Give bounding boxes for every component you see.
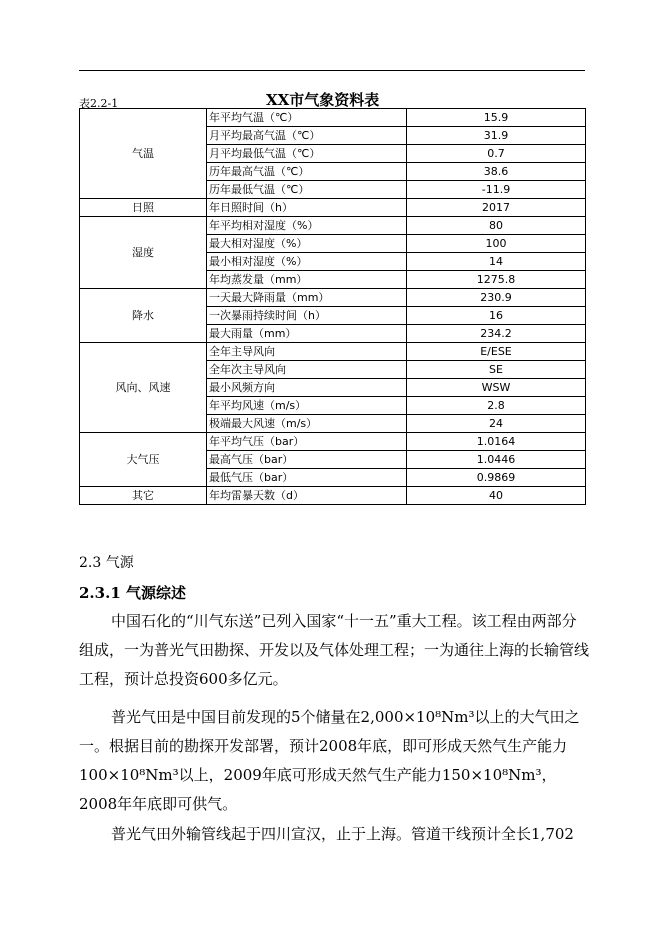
value-cell: 1.0446 (407, 451, 586, 469)
table-row (80, 199, 586, 217)
item-cell: 年平均风速（m/s） (207, 397, 407, 415)
category-cell: 气温 (80, 109, 207, 199)
table-label: 表2.2-1 (79, 97, 119, 110)
value-cell: 230.9 (407, 289, 586, 307)
category-cell: 日照 (80, 199, 207, 217)
value-cell: E/ESE (407, 343, 586, 361)
value-cell: 15.9 (407, 109, 586, 127)
item-cell: 最大雨量（mm） (207, 325, 407, 343)
item-cell: 年平均气温（℃） (207, 109, 407, 127)
item-cell: 最低气压（bar） (207, 469, 407, 487)
value-cell: 0.9869 (407, 469, 586, 487)
item-cell: 最小风频方向 (207, 379, 407, 397)
value-cell: 1.0164 (407, 433, 586, 451)
value-cell: 31.9 (407, 127, 586, 145)
category-cell: 风向、风速 (80, 343, 207, 433)
item-cell: 全年次主导风向 (207, 361, 407, 379)
item-cell: 一次暴雨持续时间（h） (207, 307, 407, 325)
paragraph-1-text: 中国石化的“川气东送”已列入国家“十一五”重大工程。该工程由两部分组成，一为普光气田勘探、开发以及气体处理工程；一为通往上海的长输管线工程，预计总投资600多亿元。 (79, 612, 590, 688)
subsection-heading: 2.3.1 气源综述 (79, 584, 186, 602)
value-cell: SE (407, 361, 586, 379)
paragraph-3 (79, 820, 591, 849)
value-cell: 16 (407, 307, 586, 325)
item-cell: 年均蒸发量（mm） (207, 271, 407, 289)
value-cell: 80 (407, 217, 586, 235)
value-cell: 0.7 (407, 145, 586, 163)
category-cell: 湿度 (80, 217, 207, 289)
value-cell: 38.6 (407, 163, 586, 181)
category-cell: 其它 (80, 487, 207, 505)
table-row (80, 109, 586, 127)
value-cell: 2.8 (407, 397, 586, 415)
paragraph-1 (79, 607, 591, 694)
item-cell: 年平均相对湿度（%） (207, 217, 407, 235)
value-cell: WSW (407, 379, 586, 397)
item-cell: 一天最大降雨量（mm） (207, 289, 407, 307)
paragraph-2 (79, 703, 591, 819)
climate-table (79, 108, 586, 505)
category-cell: 大气压 (80, 433, 207, 487)
item-cell: 最高气压（bar） (207, 451, 407, 469)
item-cell: 最大相对湿度（%） (207, 235, 407, 253)
table-row (80, 289, 586, 307)
paragraph-3-text: 普光气田外输管线起于四川宣汉，止于上海。管道干线预计全长1,702 (111, 825, 574, 843)
table-title: XX市气象资料表 (266, 91, 380, 109)
item-cell: 年日照时间（h） (207, 199, 407, 217)
section-heading: 2.3 气源 (79, 555, 134, 571)
value-cell: -11.9 (407, 181, 586, 199)
table-row (80, 487, 586, 505)
item-cell: 月平均最高气温（℃） (207, 127, 407, 145)
item-cell: 月平均最低气温（℃） (207, 145, 407, 163)
item-cell: 全年主导风向 (207, 343, 407, 361)
value-cell: 234.2 (407, 325, 586, 343)
table-row (80, 217, 586, 235)
value-cell: 100 (407, 235, 586, 253)
item-cell: 历年最低气温（℃） (207, 181, 407, 199)
item-cell: 年平均气压（bar） (207, 433, 407, 451)
item-cell: 历年最高气温（℃） (207, 163, 407, 181)
category-cell: 降水 (80, 289, 207, 343)
value-cell: 14 (407, 253, 586, 271)
table-row (80, 343, 586, 361)
paragraph-2-text: 普光气田是中国目前发现的5个储量在2,000×10⁸Nm³以上的大气田之一。根据目前的勘探开发部署，预计2008年底，即可形成天然气生产能力100×10⁸Nm³以上，2009年底可形成天然气生产能力150×10⁸Nm³，2008年年底即可供气。 (79, 708, 580, 813)
table-row (80, 433, 586, 451)
item-cell: 极端最大风速（m/s） (207, 415, 407, 433)
header-rule (79, 70, 585, 71)
value-cell: 24 (407, 415, 586, 433)
item-cell: 最小相对湿度（%） (207, 253, 407, 271)
value-cell: 40 (407, 487, 586, 505)
item-cell: 年均雷暴天数（d） (207, 487, 407, 505)
value-cell: 2017 (407, 199, 586, 217)
value-cell: 1275.8 (407, 271, 586, 289)
